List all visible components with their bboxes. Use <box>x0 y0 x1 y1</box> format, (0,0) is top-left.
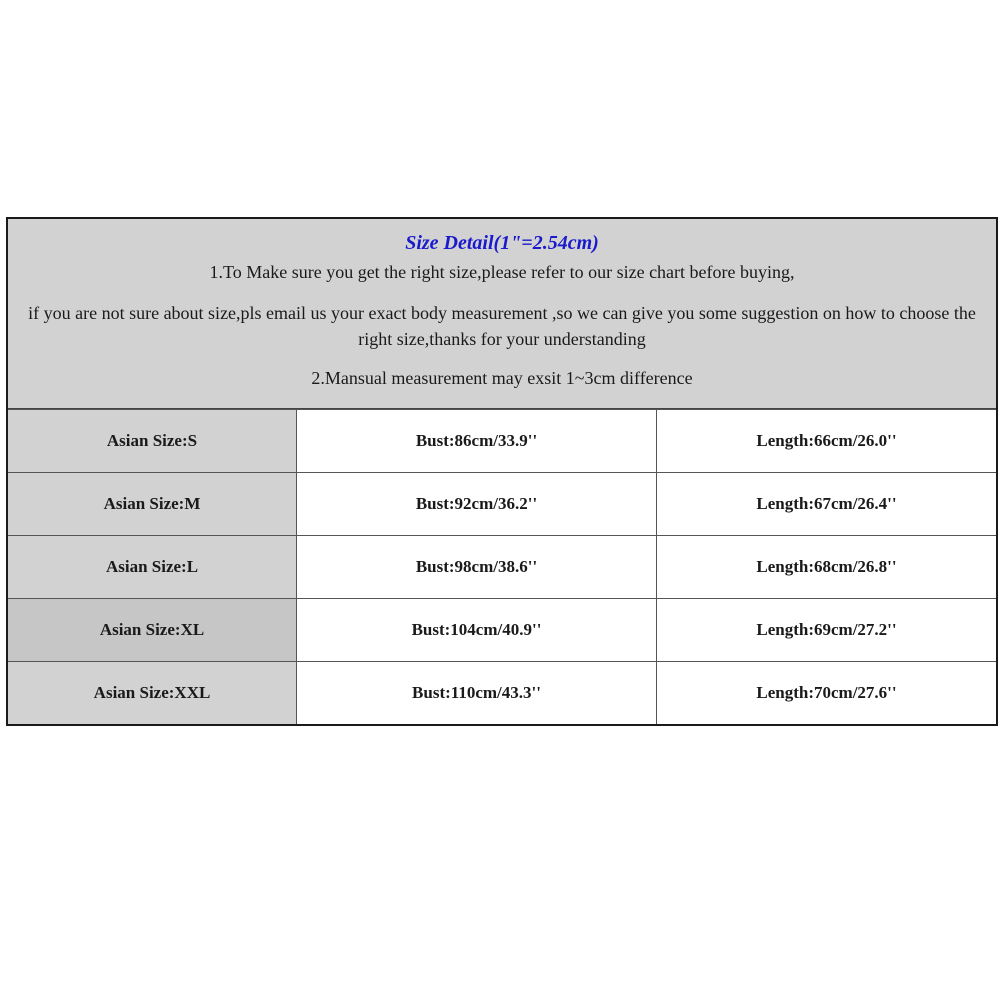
table-row-xl <box>8 598 996 661</box>
size-chart-table <box>6 217 998 726</box>
bust-cell: Bust:92cm/36.2'' <box>297 473 657 535</box>
size-detail-title: Size Detail(1"=2.54cm) <box>405 232 599 254</box>
table-row-m <box>8 472 996 535</box>
length-cell: Length:66cm/26.0'' <box>657 410 996 472</box>
instruction-line-3: 2.Mansual measurement may exsit 1~3cm difference <box>311 368 693 388</box>
size-cell: Asian Size:XL <box>8 599 297 661</box>
bust-cell: Bust:110cm/43.3'' <box>297 662 657 724</box>
bust-cell: Bust:98cm/38.6'' <box>297 536 657 598</box>
size-cell: Asian Size:L <box>8 536 297 598</box>
instruction-line-2: if you are not sure about size,pls email us your exact body measurement ,so we can give you some suggestion on how to choose the right size,thanks for your understanding <box>28 303 976 349</box>
bust-cell: Bust:104cm/40.9'' <box>297 599 657 661</box>
bust-cell: Bust:86cm/33.9'' <box>297 410 657 472</box>
size-cell: Asian Size:XXL <box>8 662 297 724</box>
length-cell: Length:70cm/27.6'' <box>657 662 996 724</box>
length-cell: Length:67cm/26.4'' <box>657 473 996 535</box>
length-cell: Length:68cm/26.8'' <box>657 536 996 598</box>
table-row-s <box>8 409 996 472</box>
size-cell: Asian Size:S <box>8 410 297 472</box>
table-row-l <box>8 535 996 598</box>
length-cell: Length:69cm/27.2'' <box>657 599 996 661</box>
size-cell: Asian Size:M <box>8 473 297 535</box>
size-detail-header <box>8 219 996 409</box>
table-row-xxl <box>8 661 996 724</box>
instruction-line-1: 1.To Make sure you get the right size,please refer to our size chart before buying, <box>209 262 795 282</box>
